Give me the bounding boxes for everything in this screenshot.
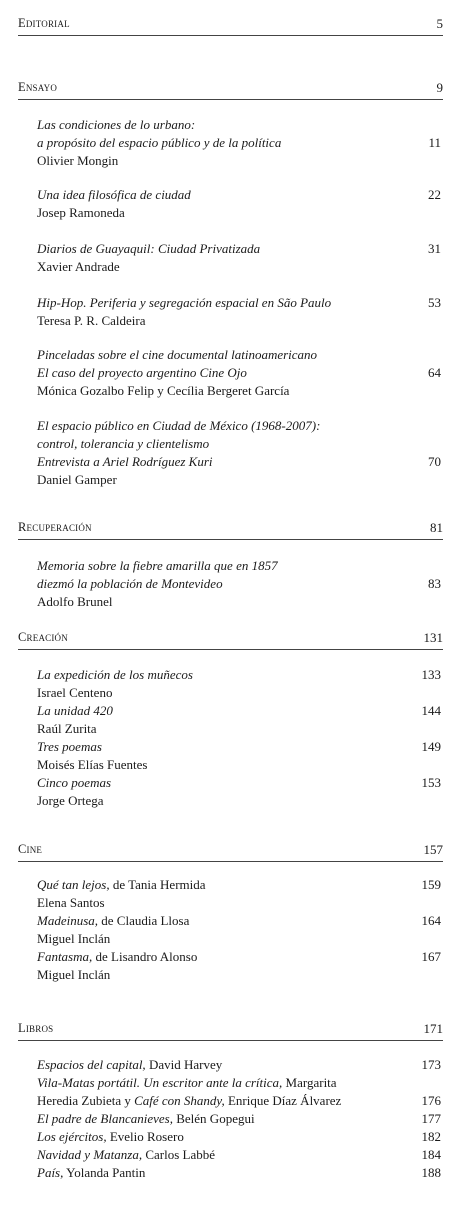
toc-entry-line xyxy=(37,313,441,329)
section-page-number: 157 xyxy=(423,842,443,857)
entry-title: El caso del proyecto argentino Cine Ojo xyxy=(37,365,247,380)
entry-text: Israel Centeno xyxy=(37,685,113,700)
section-header xyxy=(18,1021,443,1041)
section-rule xyxy=(18,649,443,650)
toc-entry-line xyxy=(37,418,441,434)
toc-entry-line xyxy=(37,1093,441,1109)
entry-title: Espacios del capital, xyxy=(37,1057,146,1072)
toc-entry-line xyxy=(37,259,441,275)
entry-title: Entrevista a Ariel Rodríguez Kuri xyxy=(37,454,213,469)
entry-text: Elena Santos xyxy=(37,895,105,910)
entry-page-number: 177 xyxy=(421,1111,441,1126)
toc-entry-line xyxy=(37,1129,441,1145)
entry-text: Adolfo Brunel xyxy=(37,594,113,609)
entry-page-number: 182 xyxy=(421,1129,441,1144)
section-title: Recuperación xyxy=(18,520,92,534)
section-page-number: 131 xyxy=(423,630,443,645)
entry-title: Una idea filosófica de ciudad xyxy=(37,187,191,202)
entry-text: Carlos Labbé xyxy=(142,1147,215,1162)
toc-entry-line xyxy=(37,295,441,311)
entry-text: Belén Gopegui xyxy=(172,1111,255,1126)
section-rule xyxy=(18,1040,443,1041)
entry-page-number: 133 xyxy=(421,667,441,682)
toc-entry-line xyxy=(37,436,441,452)
entry-text: David Harvey xyxy=(145,1057,223,1072)
toc-entry-line xyxy=(37,1111,441,1127)
entry-page-number: 159 xyxy=(421,877,441,892)
entry-page-number: 70 xyxy=(428,454,441,469)
entry-page-number: 144 xyxy=(421,703,441,718)
entry-title: Tres poemas xyxy=(37,739,102,754)
entry-title: Las condiciones de lo urbano: xyxy=(37,117,196,132)
entry-text: Heredia Zubieta y xyxy=(37,1093,135,1108)
toc-entry-line xyxy=(37,117,441,133)
entry-title: Navidad y Matanza, xyxy=(37,1147,143,1162)
entry-page-number: 164 xyxy=(421,913,441,928)
entry-page-number: 184 xyxy=(421,1147,441,1162)
entry-page-number: 11 xyxy=(428,135,441,150)
toc-entry-line xyxy=(37,967,441,983)
toc-entry-line xyxy=(37,895,441,911)
entry-text: Enrique Díaz Álvarez xyxy=(224,1093,342,1108)
entry-title: Memoria sobre la fiebre amarilla que en 1857 xyxy=(37,558,278,573)
entry-text: Margarita xyxy=(282,1075,337,1090)
entry-text: Miguel Inclán xyxy=(37,967,111,982)
toc-entry-line xyxy=(37,558,441,574)
entry-text: Jorge Ortega xyxy=(37,793,104,808)
section-page-number: 9 xyxy=(436,80,443,95)
toc-entry-line xyxy=(37,739,441,755)
section-page-number: 81 xyxy=(430,520,443,535)
entry-text: Mónica Gozalbo Felip y Cecília Bergeret García xyxy=(37,383,290,398)
entry-page-number: 53 xyxy=(428,295,441,310)
toc-entry-line xyxy=(37,877,441,893)
toc-entry-line xyxy=(37,383,441,399)
section-title: Cine xyxy=(18,842,43,856)
section-rule xyxy=(18,99,443,100)
entry-text: Teresa P. R. Caldeira xyxy=(37,313,146,328)
entry-title: Diarios de Guayaquil: Ciudad Privatizada xyxy=(37,241,261,256)
entry-page-number: 176 xyxy=(421,1093,441,1108)
section-title: Ensayo xyxy=(18,80,58,94)
section-header xyxy=(18,630,443,650)
toc-entry-line xyxy=(37,793,441,809)
entry-text: Miguel Inclán xyxy=(37,931,111,946)
toc-entry-line xyxy=(37,1147,441,1163)
toc-entry-line xyxy=(37,365,441,381)
entry-page-number: 173 xyxy=(421,1057,441,1072)
section-header xyxy=(18,520,443,540)
entry-page-number: 188 xyxy=(421,1165,441,1180)
entry-page-number: 167 xyxy=(421,949,441,964)
section-rule xyxy=(18,539,443,540)
entry-title: El padre de Blancanieves, xyxy=(37,1111,173,1126)
section-page-number: 171 xyxy=(423,1021,443,1036)
entry-title: Pinceladas sobre el cine documental latinoamericano xyxy=(37,347,318,362)
entry-text: Raúl Zurita xyxy=(37,721,97,736)
toc-entry-line xyxy=(37,1075,441,1091)
entry-title: a propósito del espacio público y de la política xyxy=(37,135,282,150)
entry-title: El espacio público en Ciudad de México (1968-2007): xyxy=(37,418,321,433)
section-title: Libros xyxy=(18,1021,54,1035)
entry-text: Daniel Gamper xyxy=(37,472,117,487)
section-rule xyxy=(18,35,443,36)
entry-title: Qué tan lejos, xyxy=(37,877,110,892)
section-page-number: 5 xyxy=(436,16,443,31)
toc-entry-line xyxy=(37,135,441,151)
toc-entry-line xyxy=(37,685,441,701)
toc-entry-line xyxy=(37,205,441,221)
entry-text: Evelio Rosero xyxy=(106,1129,184,1144)
entry-title: control, tolerancia y clientelismo xyxy=(37,436,210,451)
entry-page-number: 83 xyxy=(428,576,441,591)
toc-entry-line xyxy=(37,913,441,929)
toc-entry-line xyxy=(37,949,441,965)
section-header xyxy=(18,80,443,100)
entry-title: Vila-Matas portátil. Un escritor ante la crítica, xyxy=(37,1075,283,1090)
section-title: Editorial xyxy=(18,16,70,30)
toc-entry-line xyxy=(37,472,441,488)
entry-title: diezmó la población de Montevideo xyxy=(37,576,223,591)
entry-title: Madeinusa, xyxy=(37,913,99,928)
entry-page-number: 153 xyxy=(421,775,441,790)
toc-entry-line xyxy=(37,1165,441,1181)
entry-text: de Lisandro Alonso xyxy=(92,949,198,964)
toc-entry-line xyxy=(37,775,441,791)
toc-entry-line xyxy=(37,757,441,773)
toc-entry-line xyxy=(37,721,441,737)
toc-entry-line xyxy=(37,576,441,592)
entry-title: Hip-Hop. Periferia y segregación espacial en São Paulo xyxy=(37,295,332,310)
section-header xyxy=(18,16,443,36)
section-header xyxy=(18,842,443,862)
entry-title: Los ejércitos, xyxy=(37,1129,107,1144)
entry-page-number: 22 xyxy=(428,187,441,202)
entry-text: de Claudia Llosa xyxy=(98,913,190,928)
entry-text: Moisés Elías Fuentes xyxy=(37,757,148,772)
entry-title: Fantasma, xyxy=(37,949,93,964)
entry-text: Josep Ramoneda xyxy=(37,205,125,220)
toc-entry-line xyxy=(37,347,441,363)
section-title: Creación xyxy=(18,630,68,644)
entry-title: La expedición de los muñecos xyxy=(37,667,193,682)
entry-page-number: 31 xyxy=(428,241,441,256)
toc-entry-line xyxy=(37,667,441,683)
toc-entry-line xyxy=(37,1057,441,1073)
entry-text: Olivier Mongin xyxy=(37,153,119,168)
toc-entry-line xyxy=(37,241,441,257)
entry-page-number: 149 xyxy=(421,739,441,754)
toc-entry-line xyxy=(37,594,441,610)
section-rule xyxy=(18,861,443,862)
entry-title: Cinco poemas xyxy=(37,775,112,790)
entry-page-number: 64 xyxy=(428,365,441,380)
toc-entry-line xyxy=(37,454,441,470)
toc-entry-line xyxy=(37,703,441,719)
entry-text: Yolanda Pantin xyxy=(63,1165,146,1180)
toc-entry-line xyxy=(37,153,441,169)
entry-title: País, xyxy=(37,1165,64,1180)
entry-text: Xavier Andrade xyxy=(37,259,120,274)
entry-title: Café con Shandy, xyxy=(134,1093,225,1108)
toc-entry-line xyxy=(37,187,441,203)
entry-title: La unidad 420 xyxy=(37,703,113,718)
entry-text: de Tania Hermida xyxy=(109,877,206,892)
toc-entry-line xyxy=(37,931,441,947)
